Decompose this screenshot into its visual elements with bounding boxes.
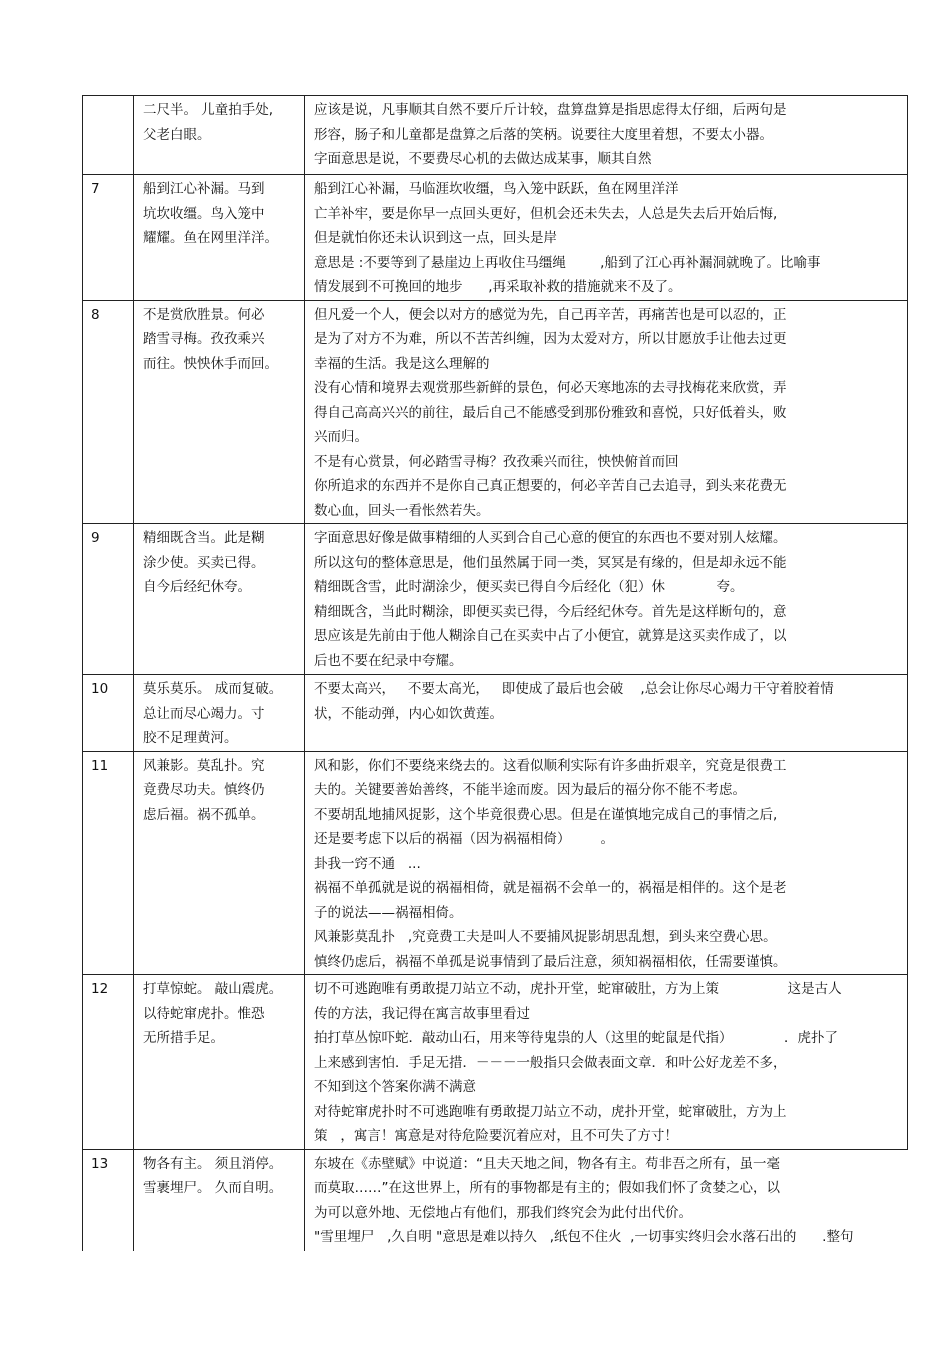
explanation-line: 亡羊补牢，要是你早一点回头更好，但机会还未失去，人总是失去后开始后悔, (314, 205, 778, 222)
explanation-line: 策 ，寓言！寓意是对待危险要沉着应对，且不可失了方寸！ (314, 1128, 678, 1144)
table-row (83, 524, 908, 675)
verse-line: 莫乐莫乐。 成而复破。 (143, 681, 283, 697)
verse-line: 自今后经纪休夸。 (143, 579, 251, 595)
row-number: 12 (83, 975, 134, 1150)
original-verse (134, 751, 305, 975)
verse-line: 耀耀。鱼在网里洋洋。 (143, 230, 278, 246)
explanation-line: 东坡在《赤壁赋》中说道：“且夫天地之间，物各有主。苟非吾之所有，虽一毫 (314, 1155, 780, 1172)
explanation-line: 是为了对方不为难，所以不苦苦纠缠，因为太爱对方，所以甘愿放手让他去过更 (314, 331, 787, 347)
verse-line: 雪裹埋尸。 久而自明。 (143, 1180, 283, 1196)
explanation-line: 情发展到不可挽回的地步 ,再采取补救的措施就来不及了。 (314, 279, 682, 295)
original-verse (134, 1149, 305, 1251)
explanation-line: 思应该是先前由于他人糊涂自己在买卖中占了小便宜，就算是这买卖作成了，以 (314, 628, 787, 644)
explanation-line: 精细既含，当此时糊涂，即便买卖已得，今后经纪休夸。首先是这样断句的，意 (314, 603, 787, 620)
explanation-line: 没有心情和境界去观赏那些新鲜的景色，何必天寒地冻的去寻找梅花来欣赏，弄 (314, 380, 787, 396)
verse-line: 二尺半。 儿童拍手处, (143, 102, 274, 118)
table-body (83, 96, 908, 1252)
verse-line: 涂少使。买卖已得。 (143, 554, 265, 571)
explanation-text (305, 96, 908, 175)
verse-line: 以待蛇窜虎扑。惟恐 (143, 1005, 265, 1022)
verse-line: 船到江心补漏。马到 (143, 181, 265, 197)
explanation-line: 为可以意外地、无偿地占有他们，那我们终究会为此付出代价。 (314, 1204, 692, 1221)
original-verse (134, 300, 305, 524)
row-number: 8 (83, 300, 134, 524)
row-number: 11 (83, 751, 134, 975)
explanation-line: "雪里埋尸 ,久自明 "意思是难以持久 ,纸包不住火 ,一切事实终归会水落石出的 .整句 (314, 1229, 854, 1245)
table-row (83, 96, 908, 175)
poem-explanation-table (82, 95, 908, 1251)
original-verse (134, 175, 305, 301)
table-row (83, 975, 908, 1150)
verse-line: 竟费尽功夫。慎终仍 (143, 782, 265, 798)
explanation-line: 但凡爱一个人，便会以对方的感觉为先，自己再辛苦，再痛苦也是可以忍的，正 (314, 306, 787, 323)
table-row (83, 751, 908, 975)
explanation-line: 不要太高兴， 不要太高光， 即使成了最后也会破 ,总会让你尽心竭力干守着胶着情 (314, 681, 834, 697)
explanation-line: 子的说法——祸福相倚。 (314, 904, 463, 921)
explanation-line: 形容，肠子和儿童都是盘算之后落的笑柄。说要往大度里着想，不要太小器。 (314, 126, 773, 143)
explanation-text (305, 975, 908, 1150)
verse-line: 踏雪寻梅。孜孜乘兴 (143, 331, 265, 347)
explanation-line: 不知到这个答案你满不满意 (314, 1079, 476, 1095)
explanation-line: 兴而归。 (314, 429, 368, 445)
explanation-line: 后也不要在纪录中夸耀。 (314, 652, 463, 669)
explanation-line: 数心血，回头一看怅然若失。 (314, 502, 490, 519)
row-number: 7 (83, 175, 134, 301)
explanation-line: 而莫取……”在这世界上，所有的事物都是有主的；假如我们怀了贪婪之心，以 (314, 1180, 780, 1196)
row-number: 10 (83, 675, 134, 752)
row-number: 13 (83, 1149, 134, 1251)
original-verse (134, 96, 305, 175)
explanation-text (305, 1149, 908, 1251)
explanation-line: 应该是说，凡事顺其自然不要斤斤计较，盘算盘算是指思虑得太仔细，后两句是 (314, 102, 787, 118)
explanation-line: 传的方法，我记得在寓言故事里看过 (314, 1005, 530, 1022)
explanation-text (305, 175, 908, 301)
table-row (83, 175, 908, 301)
verse-line: 无所措手足。 (143, 1030, 224, 1046)
row-number (83, 96, 134, 175)
explanation-line: 不是有心赏景，何必踏雪寻梅？孜孜乘兴而往，怏怏俯首而回 (314, 453, 679, 470)
explanation-line: 上来感到害怕．手足无措．－－－一般指只会做表面文章．和叶公好龙差不多， (314, 1054, 787, 1071)
verse-line: 不是赏欣胜景。何必 (143, 306, 265, 323)
explanation-line: 你所追求的东西并不是你自己真正想要的，何必辛苦自己去追寻，到头来花费无 (314, 478, 787, 494)
explanation-line: 意思是 :不要等到了悬崖边上再收住马缰绳 ,船到了江心再补漏洞就晚了。比喻事 (314, 254, 821, 271)
verse-line: 风兼影。莫乱扑。究 (143, 757, 265, 774)
verse-line: 胶不足理黄河。 (143, 730, 238, 746)
original-verse (134, 524, 305, 675)
explanation-line: 字面意思是说，不要费尽心机的去做达成某事，顺其自然 (314, 151, 652, 167)
table-row (83, 1149, 908, 1251)
explanation-line: 风和影，你们不要绕来绕去的。这看似顺利实际有许多曲折艰辛，究竟是很费工 (314, 757, 787, 774)
explanation-line: 得自己高高兴兴的前往，最后自己不能感受到那份雅致和喜悦，只好低着头，败 (314, 404, 787, 421)
verse-line: 总让而尽心竭力。寸 (143, 705, 265, 722)
explanation-line: 拍打草丛惊吓蛇．敲动山石，用来等待鬼祟的人（这里的蛇鼠是代指） ．虎扑了 (314, 1030, 838, 1046)
explanation-line: 但是就怕你还未认识到这一点，回头是岸 (314, 230, 557, 246)
explanation-line: 精细既含雪，此时湖涂少，便买卖已得自今后经化（犯）休 夸。 (314, 579, 744, 595)
original-verse (134, 675, 305, 752)
verse-line: 父老白眼。 (143, 126, 211, 143)
explanation-text (305, 524, 908, 675)
explanation-line: 船到江心补漏，马临涯坎收缰，鸟入笼中跃跃，鱼在网里洋洋 (314, 181, 679, 197)
original-verse (134, 975, 305, 1150)
explanation-line: 还是要考虑下以后的祸福（因为祸福相倚） 。 (314, 831, 615, 847)
explanation-line: 状，不能动弹，内心如饮黄莲。 (314, 705, 503, 722)
verse-line: 而往。怏怏休手而回。 (143, 355, 278, 372)
explanation-text (305, 751, 908, 975)
explanation-line: 卦我一窍不通 ... (314, 855, 421, 872)
explanation-line: 慎终仍虑后，祸福不单孤是说事情到了最后注意，须知祸福相依，任需要谨慎。 (314, 953, 787, 970)
explanation-line: 祸福不单孤就是说的祸福相倚，就是福祸不会单一的，祸福是相伴的。这个是老 (314, 880, 787, 896)
explanation-text (305, 300, 908, 524)
verse-line: 精细既含当。此是糊 (143, 530, 265, 546)
explanation-line: 字面意思好像是做事精细的人买到合自己心意的便宜的东西也不要对别人炫耀。 (314, 530, 787, 546)
explanation-line: 夫的。关键要善始善终，不能半途而废。因为最后的福分你不能不考虑。 (314, 782, 746, 798)
explanation-line: 幸福的生活。我是这么理解的 (314, 355, 490, 372)
explanation-line: 对待蛇窜虎扑时不可逃跑唯有勇敢提刀站立不动，虎扑开堂，蛇窜破肚，方为上 (314, 1103, 787, 1120)
explanation-text (305, 675, 908, 752)
verse-line: 打草惊蛇。 敲山震虎。 (143, 981, 283, 997)
explanation-line: 不要胡乱地捕风捉影，这个毕竟很费心思。但是在谨慎地完成自己的事情之后, (314, 806, 778, 823)
explanation-line: 所以这句的整体意思是，他们虽然属于同一类，冥冥是有缘的，但是却永远不能 (314, 554, 787, 571)
row-number: 9 (83, 524, 134, 675)
table-row (83, 675, 908, 752)
table-row (83, 300, 908, 524)
explanation-line: 切不可逃跑唯有勇敢提刀站立不动，虎扑开堂，蛇窜破肚，方为上策 这是古人 (314, 981, 842, 997)
verse-line: 物各有主。 须且消停。 (143, 1155, 283, 1172)
explanation-line: 风兼影莫乱扑 ,究竟费工夫是叫人不要捕风捉影胡思乱想，到头来空费心思。 (314, 929, 777, 945)
verse-line: 虑后福。祸不孤单。 (143, 806, 265, 823)
verse-line: 坑坎收缰。鸟入笼中 (143, 205, 265, 222)
